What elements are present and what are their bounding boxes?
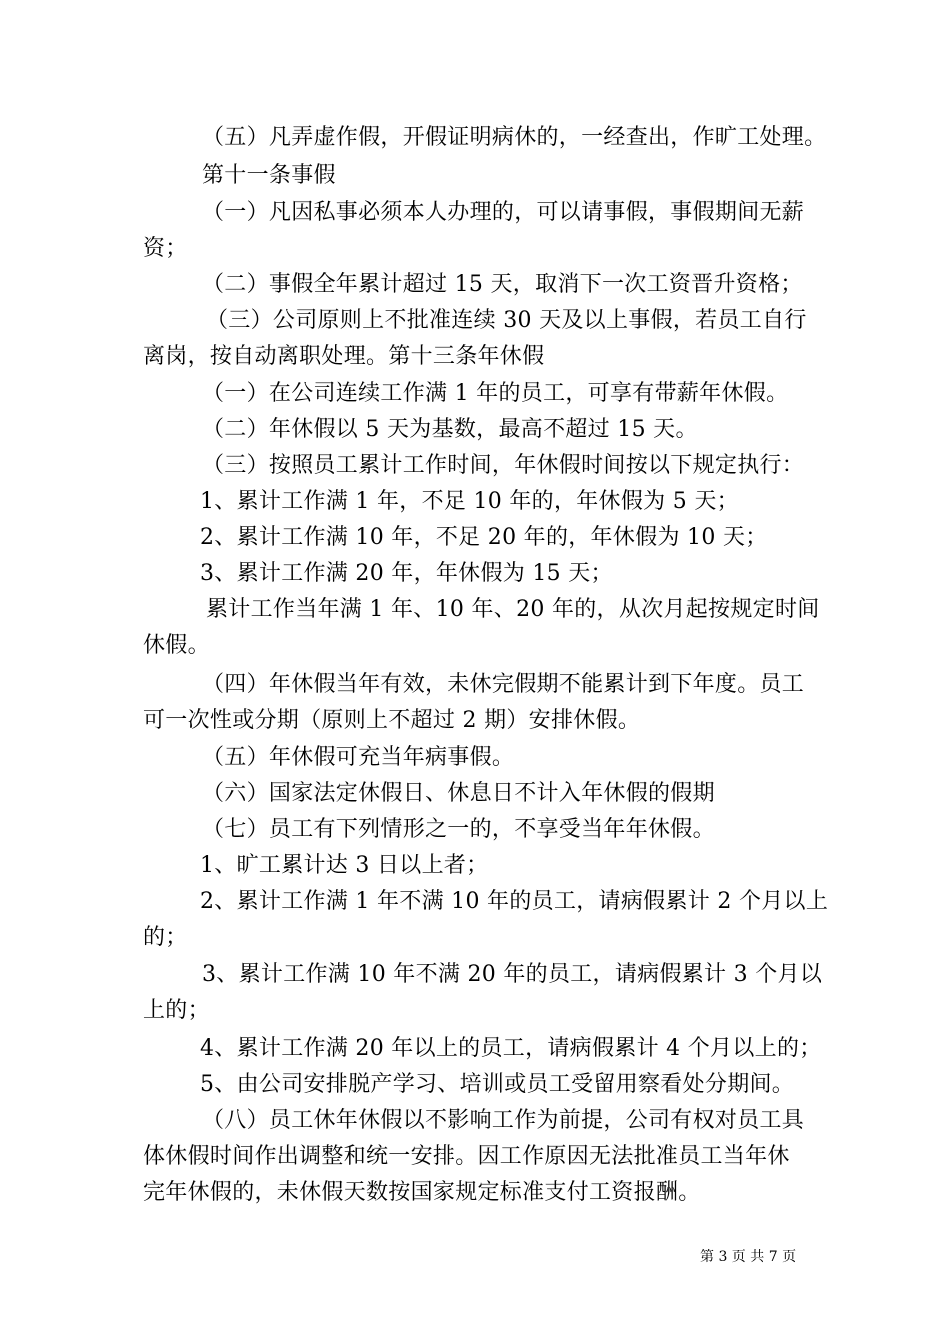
text-line: 离岗，按自动离职处理。第十三条年休假 [143, 344, 545, 369]
text-line: 完年休假的，未休假天数按国家规定标准支付工资报酬。 [143, 1180, 701, 1205]
text-line: 的； [143, 925, 188, 950]
text-line: （六）国家法定休假日、休息日不计入年休假的假期 [202, 781, 715, 806]
text-line: （一）凡因私事必须本人办理的，可以请事假，事假期间无薪 [202, 200, 805, 225]
text-line: 2、累计工作满 10 年，不足 20 年的，年休假为 10 天； [200, 525, 768, 550]
text-line: （三）按照员工累计工作时间，年休假时间按以下规定执行： [202, 453, 805, 478]
text-line: （四）年休假当年有效，未休完假期不能累计到下年度。员工 [202, 672, 805, 697]
text-line: （二）事假全年累计超过 15 天，取消下一次工资晋升资格； [202, 272, 803, 297]
text-line: 3、累计工作满 20 年，年休假为 15 天； [200, 561, 613, 586]
text-line: （二）年休假以 5 天为基数，最高不超过 15 天。 [202, 417, 698, 442]
text-line: 上的； [143, 998, 210, 1023]
text-line: （三）公司原则上不批准连续 30 天及以上事假，若员工自行 [206, 308, 807, 333]
page-number: 第 3 页 共 7 页 [700, 1249, 797, 1265]
text-line: 可一次性或分期（原则上不超过 2 期）安排休假。 [143, 708, 641, 733]
text-line: 休假。 [143, 633, 210, 658]
text-line: （五）年休假可充当年病事假。 [202, 745, 515, 770]
section-heading: 第十一条事假 [202, 163, 336, 188]
text-line: 体休假时间作出调整和统一安排。因工作原因无法批准员工当年休 [143, 1144, 790, 1169]
text-line: 2、累计工作满 1 年不满 10 年的员工，请病假累计 2 个月以上 [200, 889, 829, 914]
text-line: 3、累计工作满 10 年不满 20 年的员工，请病假累计 3 个月以 [202, 962, 823, 987]
text-line: 累计工作当年满 1 年、10 年、20 年的，从次月起按规定时间 [206, 597, 820, 622]
text-line: 1、旷工累计达 3 日以上者； [200, 853, 489, 878]
text-line: 资； [143, 236, 188, 261]
text-line: 5、由公司安排脱产学习、培训或员工受留用察看处分期间。 [200, 1072, 795, 1097]
text-line: 4、累计工作满 20 年以上的员工，请病假累计 4 个月以上的； [200, 1036, 822, 1061]
text-line: （八）员工休年休假以不影响工作为前提，公司有权对员工具 [202, 1108, 805, 1133]
text-line: （五）凡弄虚作假，开假证明病休的，一经查出，作旷工处理。 [202, 125, 827, 150]
text-line: （一）在公司连续工作满 1 年的员工，可享有带薪年休假。 [202, 381, 789, 406]
text-line: （七）员工有下列情形之一的，不享受当年年休假。 [202, 817, 715, 842]
text-line: 1、累计工作满 1 年，不足 10 年的，年休假为 5 天； [200, 489, 739, 514]
